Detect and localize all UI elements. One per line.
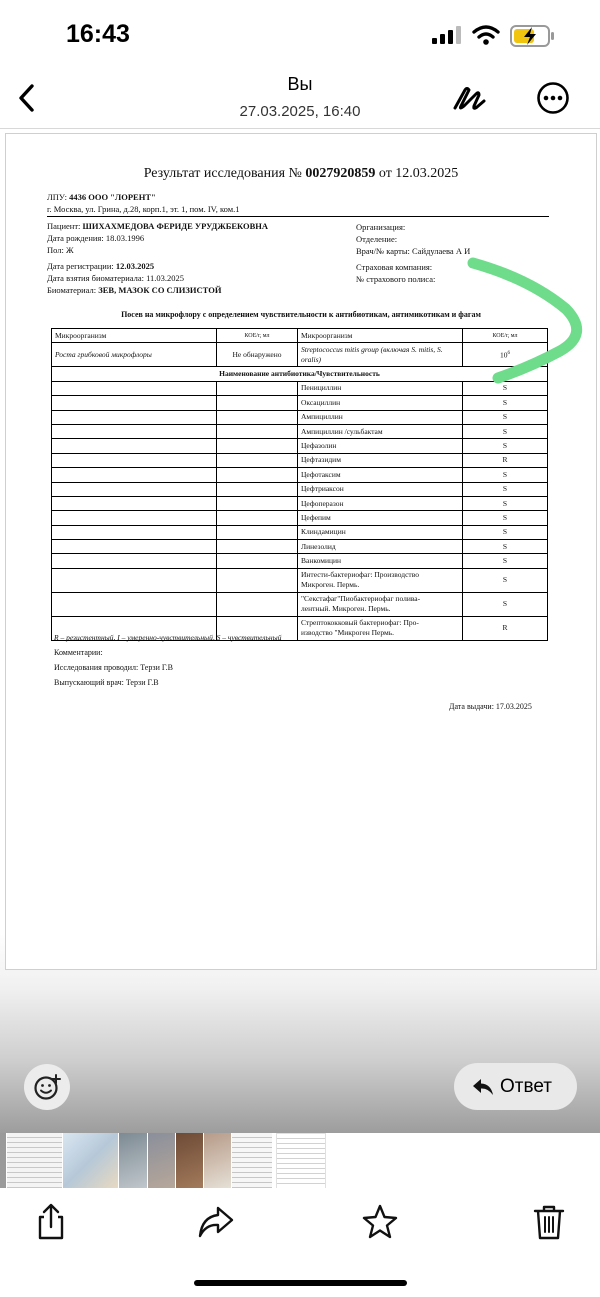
thumbnail[interactable] bbox=[119, 1133, 147, 1188]
lab-result-document bbox=[5, 133, 597, 970]
more-options-icon[interactable] bbox=[536, 81, 570, 115]
thumbnail[interactable] bbox=[232, 1133, 272, 1188]
policy-line: № страхового полиса: bbox=[356, 274, 436, 284]
viewer-header bbox=[0, 70, 600, 128]
sent-datetime: 27.03.2025, 16:40 bbox=[239, 103, 361, 120]
antibiotic-header-row: Наименование антибиотика/Чувствительность bbox=[52, 367, 548, 381]
table-row: Цефотаксим S bbox=[52, 468, 548, 482]
thumbnail[interactable] bbox=[204, 1133, 231, 1188]
table-row: Линезолид S bbox=[52, 540, 548, 554]
document-number: 0027920859 bbox=[305, 166, 376, 181]
share-icon[interactable] bbox=[31, 1202, 71, 1242]
divider bbox=[47, 216, 549, 217]
thumbnail-selected[interactable] bbox=[276, 1133, 326, 1190]
table-header-row: Микроорганизм КОЕ/г, мл Микроорганизм КОЕ/г, мл bbox=[52, 329, 548, 343]
address-line: г. Москва, ул. Грина, д.28, корп.1, эт. 1, пом. IV, ком.1 bbox=[47, 204, 240, 214]
table-row: Оксациллин S bbox=[52, 396, 548, 410]
emoji-plus-icon bbox=[24, 1064, 70, 1110]
section-title: Посев на микрофлору с определением чувствительности к антибиотикам, антимикотикам и фагам bbox=[121, 310, 481, 319]
reply-arrow-icon bbox=[472, 1078, 494, 1096]
table-row: Клиндамицин S bbox=[52, 525, 548, 539]
sensitivity-legend: R – резистентный, I – умеренно-чувствительный, S – чувствительный bbox=[54, 633, 282, 642]
organization-line: Организация: bbox=[356, 222, 406, 232]
signal-icon bbox=[432, 26, 462, 44]
biomaterial-line: Биоматериал: ЗЕВ, МАЗОК СО СЛИЗИСТОЙ bbox=[47, 285, 222, 295]
table-row: Интести-бактериофаг: Производство Микроген. Пермь. S bbox=[52, 568, 548, 592]
sender-title: Вы bbox=[287, 74, 313, 94]
thumbnail[interactable] bbox=[176, 1133, 203, 1188]
add-reaction-button[interactable] bbox=[24, 1064, 70, 1110]
wifi-icon bbox=[472, 24, 500, 46]
thumbnail[interactable] bbox=[148, 1133, 175, 1188]
organism-row: Роста грибковой микрофлоры Не обнаружено Streptococcus mitis group (включая S. mitis, S. oralis) $10^6$ bbox=[52, 343, 548, 367]
thumbnail-strip[interactable] bbox=[0, 1133, 600, 1188]
thumbnail[interactable] bbox=[7, 1133, 62, 1188]
table-row: "Секстафаг"Пиобактериофаг полива- лентный. Микроген. Пермь. S bbox=[52, 592, 548, 616]
star-icon[interactable] bbox=[360, 1202, 400, 1242]
table-row: Цефепим S bbox=[52, 511, 548, 525]
status-time: 16:43 bbox=[66, 20, 130, 48]
table-row: Ампициллин S bbox=[52, 410, 548, 424]
reply-label: Ответ bbox=[500, 1076, 552, 1097]
table-row: Цефазолин S bbox=[52, 439, 548, 453]
registration-line: Дата регистрации: 12.03.2025 bbox=[47, 261, 155, 271]
table-row: Ванкомицин S bbox=[52, 554, 548, 568]
reply-button[interactable] bbox=[454, 1063, 577, 1110]
table-row: Стрептококковый бактериофаг: Про- изводство "Микроген Пермь. R bbox=[52, 616, 548, 640]
performed-by-line: Исследования проводил: Терзи Г.В bbox=[54, 663, 173, 672]
colony-count: $10^6$ bbox=[463, 343, 548, 367]
thumbnail[interactable] bbox=[63, 1133, 118, 1188]
forward-icon[interactable] bbox=[196, 1202, 236, 1242]
status-bar bbox=[0, 0, 600, 70]
patient-line: Пациент: ШИХАХМЕДОВА ФЕРИДЕ УРУДЖБЕКОВНА bbox=[47, 221, 268, 231]
document-title: Результат исследования № 0027920859 от 12.03.2025 bbox=[143, 166, 459, 181]
markup-pen-icon[interactable] bbox=[450, 82, 490, 114]
department-line: Отделение: bbox=[356, 234, 398, 244]
battery-charging-icon bbox=[510, 24, 556, 48]
lpu-line: ЛПУ: 4436 ООО "ЛОРЕНТ" bbox=[47, 192, 156, 202]
table-row: Цефтазидим R bbox=[52, 453, 548, 467]
sex-line: Пол: Ж bbox=[47, 245, 74, 255]
table-row: Ампициллин /сульбактам S bbox=[52, 424, 548, 438]
home-indicator bbox=[194, 1280, 407, 1286]
table-row: Цефоперазон S bbox=[52, 496, 548, 510]
biomaterial-date-line: Дата взятия биоматериала: 11.03.2025 bbox=[47, 273, 185, 283]
results-table bbox=[51, 328, 548, 641]
comments-line: Комментарии: bbox=[54, 648, 103, 657]
table-row: Пенициллин S bbox=[52, 381, 548, 395]
trash-icon[interactable] bbox=[529, 1202, 569, 1242]
issuing-doctor-line: Выпускающий врач: Терзи Г.В bbox=[54, 678, 159, 687]
thumbnail[interactable] bbox=[0, 1133, 6, 1188]
table-row: Цефтриаксон S bbox=[52, 482, 548, 496]
issue-date-line: Дата выдачи: 17.03.2025 bbox=[449, 702, 532, 711]
insurance-line: Страховая компания: bbox=[356, 262, 433, 272]
photo-viewer[interactable] bbox=[0, 129, 600, 1133]
doctor-line: Врач/№ карты: Сайдулаева А И bbox=[356, 246, 471, 256]
dob-line: Дата рождения: 18.03.1996 bbox=[47, 233, 145, 243]
